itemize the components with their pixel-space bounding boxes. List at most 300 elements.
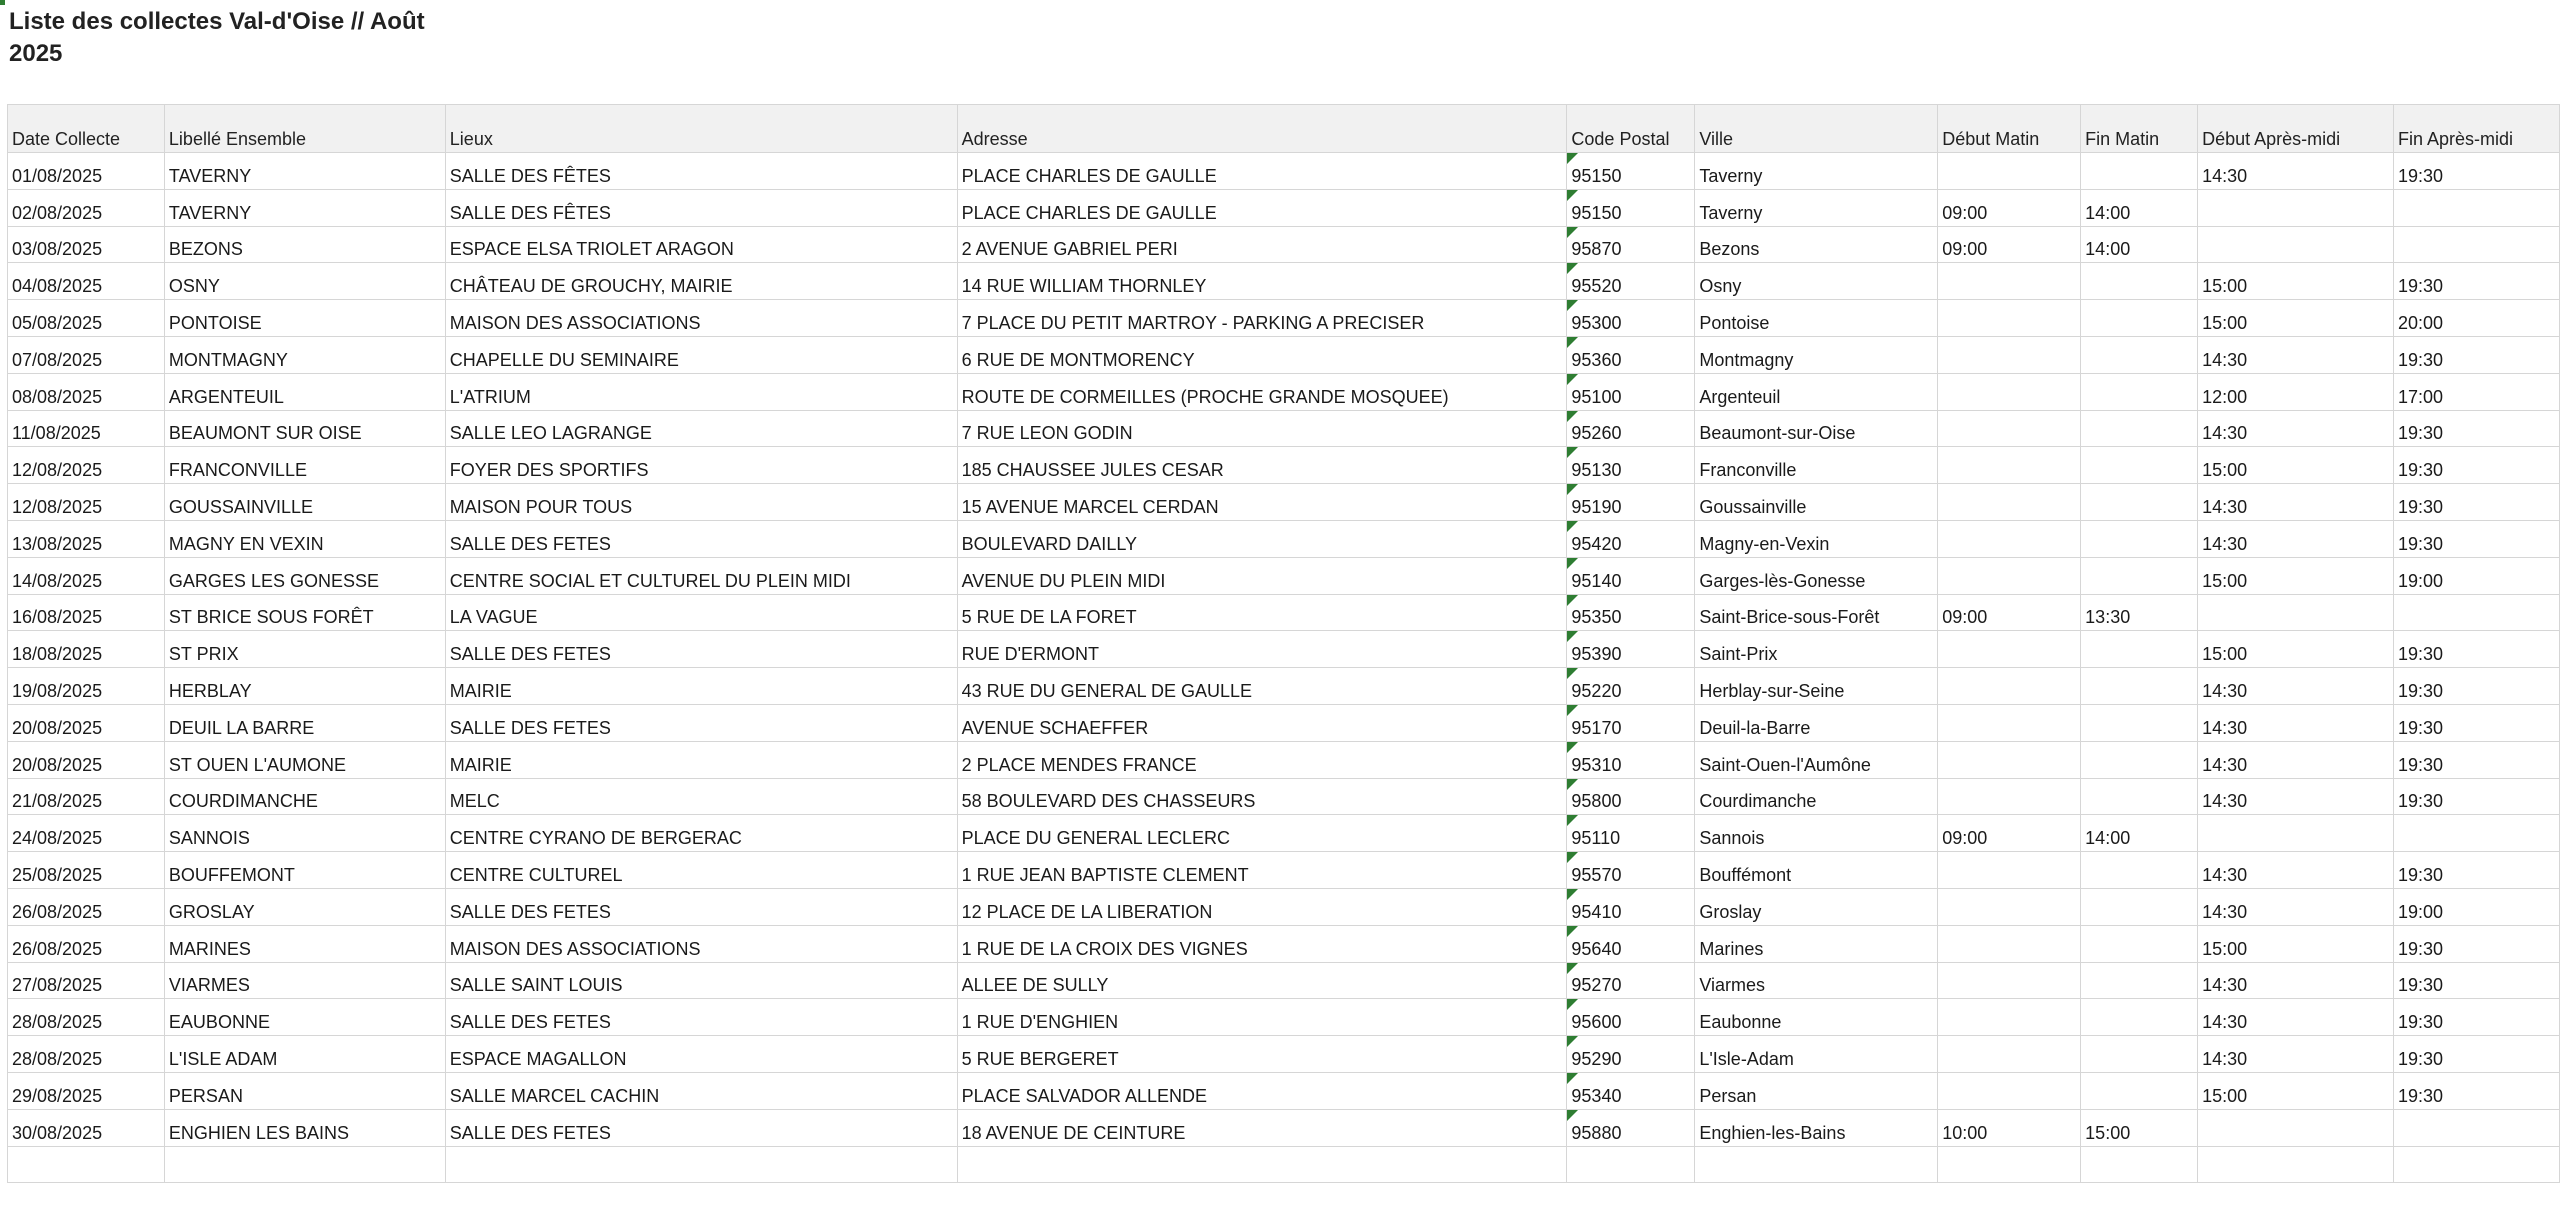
empty-cell[interactable]: [1567, 1146, 1695, 1182]
table-cell[interactable]: 95520: [1567, 263, 1695, 300]
column-header[interactable]: Fin Après-midi: [2394, 105, 2560, 153]
table-cell[interactable]: [1938, 520, 2081, 557]
empty-cell[interactable]: [1695, 1146, 1938, 1182]
table-cell[interactable]: 14:30: [2198, 999, 2394, 1036]
table-cell[interactable]: SALLE DES FETES: [445, 999, 957, 1036]
table-row: [8, 1036, 2560, 1073]
table-cell[interactable]: 15:00: [2198, 631, 2394, 668]
table-cell[interactable]: 02/08/2025: [8, 189, 165, 226]
table-cell[interactable]: Bouffémont: [1695, 852, 1938, 889]
table-cell[interactable]: 15:00: [2081, 1109, 2198, 1146]
table-cell[interactable]: 24/08/2025: [8, 815, 165, 852]
table-cell[interactable]: MAISON DES ASSOCIATIONS: [445, 300, 957, 337]
table-cell[interactable]: 21/08/2025: [8, 778, 165, 815]
table-cell[interactable]: [1938, 999, 2081, 1036]
table-cell[interactable]: 95170: [1567, 704, 1695, 741]
table-cell[interactable]: TAVERNY: [164, 153, 445, 190]
table-cell[interactable]: [2198, 189, 2394, 226]
table-cell[interactable]: 13:30: [2081, 594, 2198, 631]
table-cell[interactable]: 14:30: [2198, 704, 2394, 741]
table-cell[interactable]: [2394, 594, 2560, 631]
table-row: [8, 741, 2560, 778]
table-cell[interactable]: 43 RUE DU GENERAL DE GAULLE: [957, 668, 1567, 705]
table-cell[interactable]: 19:00: [2394, 557, 2560, 594]
table-cell[interactable]: 25/08/2025: [8, 852, 165, 889]
table-cell[interactable]: 19/08/2025: [8, 668, 165, 705]
table-cell[interactable]: 09:00: [1938, 815, 2081, 852]
table-cell[interactable]: 95390: [1567, 631, 1695, 668]
table-cell[interactable]: Sannois: [1695, 815, 1938, 852]
table-cell[interactable]: 01/08/2025: [8, 153, 165, 190]
table-cell[interactable]: VIARMES: [164, 962, 445, 999]
table-cell[interactable]: [1938, 557, 2081, 594]
table-cell[interactable]: GOUSSAINVILLE: [164, 484, 445, 521]
table-cell[interactable]: 14/08/2025: [8, 557, 165, 594]
table-cell[interactable]: [2081, 1036, 2198, 1073]
table-cell[interactable]: Taverny: [1695, 189, 1938, 226]
table-cell[interactable]: ESPACE MAGALLON: [445, 1036, 957, 1073]
table-cell[interactable]: 19:30: [2394, 631, 2560, 668]
table-cell[interactable]: 95880: [1567, 1109, 1695, 1146]
table-cell[interactable]: 15:00: [2198, 925, 2394, 962]
table-cell[interactable]: 12 PLACE DE LA LIBERATION: [957, 888, 1567, 925]
table-cell[interactable]: 19:30: [2394, 410, 2560, 447]
table-cell[interactable]: BOUFFEMONT: [164, 852, 445, 889]
table-cell[interactable]: ALLEE DE SULLY: [957, 962, 1567, 999]
table-cell[interactable]: 15:00: [2198, 1072, 2394, 1109]
table-cell[interactable]: MONTMAGNY: [164, 336, 445, 373]
table-cell[interactable]: 26/08/2025: [8, 925, 165, 962]
empty-cell[interactable]: [2394, 1146, 2560, 1182]
table-cell[interactable]: [1938, 704, 2081, 741]
table-cell[interactable]: 95150: [1567, 153, 1695, 190]
table-cell[interactable]: 27/08/2025: [8, 962, 165, 999]
table-cell[interactable]: PONTOISE: [164, 300, 445, 337]
table-cell[interactable]: [1938, 925, 2081, 962]
table-cell[interactable]: [1938, 447, 2081, 484]
table-cell[interactable]: 14:30: [2198, 484, 2394, 521]
table-cell[interactable]: [2081, 263, 2198, 300]
table-cell[interactable]: [1938, 153, 2081, 190]
table-cell[interactable]: [2081, 962, 2198, 999]
table-cell[interactable]: 20/08/2025: [8, 741, 165, 778]
table-cell[interactable]: AVENUE DU PLEIN MIDI: [957, 557, 1567, 594]
table-row: [8, 925, 2560, 962]
table-cell[interactable]: [2081, 336, 2198, 373]
table-cell[interactable]: SALLE DES FETES: [445, 631, 957, 668]
table-cell[interactable]: 03/08/2025: [8, 226, 165, 263]
table-cell[interactable]: SALLE MARCEL CACHIN: [445, 1072, 957, 1109]
table-cell[interactable]: 19:30: [2394, 704, 2560, 741]
table-cell[interactable]: OSNY: [164, 263, 445, 300]
table-cell[interactable]: Groslay: [1695, 888, 1938, 925]
table-cell[interactable]: [2198, 594, 2394, 631]
table-cell[interactable]: 15 AVENUE MARCEL CERDAN: [957, 484, 1567, 521]
table-row: [8, 484, 2560, 521]
table-cell[interactable]: 17:00: [2394, 373, 2560, 410]
table-cell[interactable]: 28/08/2025: [8, 999, 165, 1036]
table-cell[interactable]: 19:30: [2394, 1036, 2560, 1073]
table-cell[interactable]: Goussainville: [1695, 484, 1938, 521]
table-cell[interactable]: 28/08/2025: [8, 1036, 165, 1073]
table-cell[interactable]: 6 RUE DE MONTMORENCY: [957, 336, 1567, 373]
table-cell[interactable]: SALLE LEO LAGRANGE: [445, 410, 957, 447]
column-header[interactable]: Libellé Ensemble: [164, 105, 445, 153]
table-cell[interactable]: [2198, 1109, 2394, 1146]
table-cell[interactable]: Magny-en-Vexin: [1695, 520, 1938, 557]
table-cell[interactable]: 14:30: [2198, 741, 2394, 778]
table-cell[interactable]: RUE D'ERMONT: [957, 631, 1567, 668]
table-cell[interactable]: Eaubonne: [1695, 999, 1938, 1036]
table-cell[interactable]: [2394, 815, 2560, 852]
table-cell[interactable]: 2 PLACE MENDES FRANCE: [957, 741, 1567, 778]
table-cell[interactable]: Saint-Brice-sous-Forêt: [1695, 594, 1938, 631]
table-cell[interactable]: 19:30: [2394, 999, 2560, 1036]
table-cell[interactable]: 19:30: [2394, 962, 2560, 999]
table-cell[interactable]: 2 AVENUE GABRIEL PERI: [957, 226, 1567, 263]
table-cell[interactable]: [2394, 1109, 2560, 1146]
table-cell[interactable]: 04/08/2025: [8, 263, 165, 300]
table-cell[interactable]: [1938, 1072, 2081, 1109]
table-cell[interactable]: [2081, 484, 2198, 521]
table-cell[interactable]: 16/08/2025: [8, 594, 165, 631]
table-cell[interactable]: [2081, 704, 2198, 741]
table-cell[interactable]: Deuil-la-Barre: [1695, 704, 1938, 741]
table-cell[interactable]: ST PRIX: [164, 631, 445, 668]
table-cell[interactable]: 11/08/2025: [8, 410, 165, 447]
table-cell[interactable]: 14:30: [2198, 778, 2394, 815]
table-cell[interactable]: [1938, 741, 2081, 778]
table-cell[interactable]: Persan: [1695, 1072, 1938, 1109]
column-header[interactable]: Date Collecte: [8, 105, 165, 153]
table-cell[interactable]: TAVERNY: [164, 189, 445, 226]
table-cell[interactable]: 09:00: [1938, 226, 2081, 263]
table-cell[interactable]: [1938, 668, 2081, 705]
table-row: [8, 373, 2560, 410]
table-cell[interactable]: 14:30: [2198, 410, 2394, 447]
table-cell[interactable]: 19:00: [2394, 888, 2560, 925]
table-cell[interactable]: COURDIMANCHE: [164, 778, 445, 815]
empty-cell[interactable]: [445, 1146, 957, 1182]
table-cell[interactable]: CENTRE CULTUREL: [445, 852, 957, 889]
empty-cell[interactable]: [2081, 1146, 2198, 1182]
table-cell[interactable]: Montmagny: [1695, 336, 1938, 373]
table-cell[interactable]: 29/08/2025: [8, 1072, 165, 1109]
table-cell[interactable]: 95600: [1567, 999, 1695, 1036]
table-cell[interactable]: ST OUEN L'AUMONE: [164, 741, 445, 778]
table-cell[interactable]: 95360: [1567, 336, 1695, 373]
empty-cell[interactable]: [2198, 1146, 2394, 1182]
table-cell[interactable]: 95190: [1567, 484, 1695, 521]
table-cell[interactable]: 30/08/2025: [8, 1109, 165, 1146]
table-cell[interactable]: 19:30: [2394, 484, 2560, 521]
table-cell[interactable]: 58 BOULEVARD DES CHASSEURS: [957, 778, 1567, 815]
table-cell[interactable]: 14:00: [2081, 815, 2198, 852]
table-cell[interactable]: AVENUE SCHAEFFER: [957, 704, 1567, 741]
table-cell[interactable]: 19:30: [2394, 925, 2560, 962]
table-cell[interactable]: ARGENTEUIL: [164, 373, 445, 410]
table-cell[interactable]: MAISON POUR TOUS: [445, 484, 957, 521]
table-cell[interactable]: 13/08/2025: [8, 520, 165, 557]
column-header[interactable]: Début Après-midi: [2198, 105, 2394, 153]
table-row: [8, 1072, 2560, 1109]
table-cell[interactable]: 19:30: [2394, 447, 2560, 484]
table-cell[interactable]: Pontoise: [1695, 300, 1938, 337]
table-cell[interactable]: Bezons: [1695, 226, 1938, 263]
table-cell[interactable]: 19:30: [2394, 520, 2560, 557]
table-cell[interactable]: Marines: [1695, 925, 1938, 962]
table-cell[interactable]: FRANCONVILLE: [164, 447, 445, 484]
table-cell[interactable]: [1938, 373, 2081, 410]
table-cell[interactable]: HERBLAY: [164, 668, 445, 705]
table-cell[interactable]: [2081, 557, 2198, 594]
table-row: [8, 1109, 2560, 1146]
column-header[interactable]: Fin Matin: [2081, 105, 2198, 153]
table-cell[interactable]: L'ISLE ADAM: [164, 1036, 445, 1073]
table-cell[interactable]: 95270: [1567, 962, 1695, 999]
table-cell[interactable]: 14:30: [2198, 153, 2394, 190]
table-cell[interactable]: Viarmes: [1695, 962, 1938, 999]
table-cell[interactable]: Saint-Prix: [1695, 631, 1938, 668]
table-cell[interactable]: 95870: [1567, 226, 1695, 263]
table-cell[interactable]: MARINES: [164, 925, 445, 962]
table-cell[interactable]: Courdimanche: [1695, 778, 1938, 815]
table-cell[interactable]: 26/08/2025: [8, 888, 165, 925]
table-cell[interactable]: MELC: [445, 778, 957, 815]
table-cell[interactable]: Argenteuil: [1695, 373, 1938, 410]
empty-cell[interactable]: [957, 1146, 1567, 1182]
table-cell[interactable]: SALLE DES FÊTES: [445, 153, 957, 190]
table-cell[interactable]: [2081, 410, 2198, 447]
table-cell[interactable]: 20:00: [2394, 300, 2560, 337]
table-cell[interactable]: 185 CHAUSSEE JULES CESAR: [957, 447, 1567, 484]
table-cell[interactable]: Saint-Ouen-l'Aumône: [1695, 741, 1938, 778]
table-cell[interactable]: 19:30: [2394, 153, 2560, 190]
table-cell[interactable]: CHÂTEAU DE GROUCHY, MAIRIE: [445, 263, 957, 300]
empty-cell[interactable]: [164, 1146, 445, 1182]
table-cell[interactable]: 10:00: [1938, 1109, 2081, 1146]
table-cell[interactable]: [1938, 484, 2081, 521]
table-row: [8, 300, 2560, 337]
table-cell[interactable]: 95100: [1567, 373, 1695, 410]
table-cell[interactable]: Herblay-sur-Seine: [1695, 668, 1938, 705]
empty-cell[interactable]: [1938, 1146, 2081, 1182]
table-cell[interactable]: [1938, 410, 2081, 447]
table-cell[interactable]: [2081, 447, 2198, 484]
table-cell[interactable]: Taverny: [1695, 153, 1938, 190]
table-cell[interactable]: 95640: [1567, 925, 1695, 962]
table-row: [8, 447, 2560, 484]
table-cell[interactable]: Franconville: [1695, 447, 1938, 484]
table-cell[interactable]: 95290: [1567, 1036, 1695, 1073]
table-cell[interactable]: 14:30: [2198, 852, 2394, 889]
table-cell[interactable]: 95150: [1567, 189, 1695, 226]
table-cell[interactable]: 14:30: [2198, 1036, 2394, 1073]
table-cell[interactable]: FOYER DES SPORTIFS: [445, 447, 957, 484]
table-cell[interactable]: [1938, 852, 2081, 889]
table-cell[interactable]: SALLE DES FÊTES: [445, 189, 957, 226]
table-cell[interactable]: 09:00: [1938, 594, 2081, 631]
table-cell[interactable]: CENTRE SOCIAL ET CULTUREL DU PLEIN MIDI: [445, 557, 957, 594]
table-cell[interactable]: SALLE DES FETES: [445, 520, 957, 557]
table-cell[interactable]: 15:00: [2198, 557, 2394, 594]
table-cell[interactable]: 95140: [1567, 557, 1695, 594]
table-cell[interactable]: [2198, 226, 2394, 263]
table-cell[interactable]: 19:30: [2394, 336, 2560, 373]
table-cell[interactable]: 12/08/2025: [8, 484, 165, 521]
table-cell[interactable]: PERSAN: [164, 1072, 445, 1109]
table-cell[interactable]: SANNOIS: [164, 815, 445, 852]
table-cell[interactable]: ENGHIEN LES BAINS: [164, 1109, 445, 1146]
table-cell[interactable]: 18 AVENUE DE CEINTURE: [957, 1109, 1567, 1146]
table-cell[interactable]: 7 PLACE DU PETIT MARTROY - PARKING A PRECISER: [957, 300, 1567, 337]
table-cell[interactable]: [2394, 226, 2560, 263]
table-cell[interactable]: 08/08/2025: [8, 373, 165, 410]
table-cell[interactable]: PLACE DU GENERAL LECLERC: [957, 815, 1567, 852]
table-cell[interactable]: 19:30: [2394, 778, 2560, 815]
table-cell[interactable]: [2081, 852, 2198, 889]
table-cell[interactable]: 19:30: [2394, 668, 2560, 705]
table-cell[interactable]: 95130: [1567, 447, 1695, 484]
table-cell[interactable]: 95260: [1567, 410, 1695, 447]
table-cell[interactable]: [2081, 778, 2198, 815]
table-cell[interactable]: [1938, 888, 2081, 925]
table-cell[interactable]: Beaumont-sur-Oise: [1695, 410, 1938, 447]
table-cell[interactable]: [2081, 999, 2198, 1036]
table-cell[interactable]: 1 RUE D'ENGHIEN: [957, 999, 1567, 1036]
table-cell[interactable]: [1938, 631, 2081, 668]
table-cell[interactable]: 7 RUE LEON GODIN: [957, 410, 1567, 447]
table-cell[interactable]: [2081, 373, 2198, 410]
table-cell[interactable]: 5 RUE BERGERET: [957, 1036, 1567, 1073]
table-cell[interactable]: [2081, 888, 2198, 925]
table-cell[interactable]: [1938, 336, 2081, 373]
table-cell[interactable]: L'ATRIUM: [445, 373, 957, 410]
table-cell[interactable]: 95410: [1567, 888, 1695, 925]
table-cell[interactable]: [2081, 153, 2198, 190]
table-cell[interactable]: SALLE DES FETES: [445, 704, 957, 741]
table-cell[interactable]: CHAPELLE DU SEMINAIRE: [445, 336, 957, 373]
table-cell[interactable]: MAIRIE: [445, 741, 957, 778]
table-cell[interactable]: SALLE SAINT LOUIS: [445, 962, 957, 999]
empty-cell[interactable]: [8, 1146, 165, 1182]
table-cell[interactable]: [2198, 815, 2394, 852]
table-cell[interactable]: CENTRE CYRANO DE BERGERAC: [445, 815, 957, 852]
table-cell[interactable]: [2081, 925, 2198, 962]
table-cell[interactable]: Enghien-les-Bains: [1695, 1109, 1938, 1146]
table-cell[interactable]: Osny: [1695, 263, 1938, 300]
table-cell[interactable]: 19:30: [2394, 263, 2560, 300]
table-cell[interactable]: 19:30: [2394, 1072, 2560, 1109]
table-cell[interactable]: [1938, 300, 2081, 337]
table-cell[interactable]: 12:00: [2198, 373, 2394, 410]
table-cell[interactable]: SALLE DES FETES: [445, 888, 957, 925]
table-cell[interactable]: DEUIL LA BARRE: [164, 704, 445, 741]
table-cell[interactable]: 14:00: [2081, 226, 2198, 263]
table-cell[interactable]: PLACE CHARLES DE GAULLE: [957, 189, 1567, 226]
table-cell[interactable]: 05/08/2025: [8, 300, 165, 337]
table-cell[interactable]: 14 RUE WILLIAM THORNLEY: [957, 263, 1567, 300]
table-cell[interactable]: [2394, 189, 2560, 226]
table-cell[interactable]: [2081, 741, 2198, 778]
table-cell[interactable]: MAIRIE: [445, 668, 957, 705]
table-cell[interactable]: BEAUMONT SUR OISE: [164, 410, 445, 447]
table-cell[interactable]: Garges-lès-Gonesse: [1695, 557, 1938, 594]
table-cell[interactable]: 15:00: [2198, 447, 2394, 484]
table-cell[interactable]: 5 RUE DE LA FORET: [957, 594, 1567, 631]
table-cell[interactable]: 1 RUE JEAN BAPTISTE CLEMENT: [957, 852, 1567, 889]
table-cell[interactable]: 14:30: [2198, 888, 2394, 925]
table-cell[interactable]: EAUBONNE: [164, 999, 445, 1036]
table-cell[interactable]: [2081, 300, 2198, 337]
table-cell[interactable]: GROSLAY: [164, 888, 445, 925]
table-cell[interactable]: 15:00: [2198, 263, 2394, 300]
table-cell[interactable]: 95800: [1567, 778, 1695, 815]
column-header[interactable]: Code Postal: [1567, 105, 1695, 153]
table-cell[interactable]: 14:30: [2198, 520, 2394, 557]
table-cell[interactable]: 95300: [1567, 300, 1695, 337]
table-cell[interactable]: 95110: [1567, 815, 1695, 852]
table-cell[interactable]: 95420: [1567, 520, 1695, 557]
table-cell[interactable]: 14:30: [2198, 962, 2394, 999]
table-cell[interactable]: 20/08/2025: [8, 704, 165, 741]
table-cell[interactable]: [2081, 668, 2198, 705]
table-cell[interactable]: [1938, 778, 2081, 815]
column-header[interactable]: Ville: [1695, 105, 1938, 153]
table-cell[interactable]: PLACE CHARLES DE GAULLE: [957, 153, 1567, 190]
table-cell[interactable]: 19:30: [2394, 741, 2560, 778]
table-cell[interactable]: SALLE DES FETES: [445, 1109, 957, 1146]
column-header[interactable]: Lieux: [445, 105, 957, 153]
table-cell[interactable]: BOULEVARD DAILLY: [957, 520, 1567, 557]
table-cell[interactable]: 09:00: [1938, 189, 2081, 226]
column-header[interactable]: Début Matin: [1938, 105, 2081, 153]
table-cell[interactable]: [1938, 962, 2081, 999]
table-cell[interactable]: 1 RUE DE LA CROIX DES VIGNES: [957, 925, 1567, 962]
table-cell[interactable]: ROUTE DE CORMEILLES (PROCHE GRANDE MOSQUEE): [957, 373, 1567, 410]
table-row: [8, 778, 2560, 815]
table-cell[interactable]: MAGNY EN VEXIN: [164, 520, 445, 557]
table-cell[interactable]: L'Isle-Adam: [1695, 1036, 1938, 1073]
table-cell[interactable]: 14:30: [2198, 336, 2394, 373]
table-cell[interactable]: [2081, 631, 2198, 668]
table-cell[interactable]: 07/08/2025: [8, 336, 165, 373]
table-cell[interactable]: 15:00: [2198, 300, 2394, 337]
table-cell[interactable]: 12/08/2025: [8, 447, 165, 484]
table-cell[interactable]: MAISON DES ASSOCIATIONS: [445, 925, 957, 962]
table-cell[interactable]: 95570: [1567, 852, 1695, 889]
table-cell[interactable]: BEZONS: [164, 226, 445, 263]
table-cell[interactable]: 14:00: [2081, 189, 2198, 226]
table-cell[interactable]: 19:30: [2394, 852, 2560, 889]
table-cell[interactable]: [2081, 1072, 2198, 1109]
table-cell[interactable]: PLACE SALVADOR ALLENDE: [957, 1072, 1567, 1109]
table-cell[interactable]: 95220: [1567, 668, 1695, 705]
table-cell[interactable]: [1938, 263, 2081, 300]
table-cell[interactable]: [1938, 1036, 2081, 1073]
table-cell[interactable]: 14:30: [2198, 668, 2394, 705]
table-cell[interactable]: 95310: [1567, 741, 1695, 778]
table-cell[interactable]: 95340: [1567, 1072, 1695, 1109]
table-cell[interactable]: [2081, 520, 2198, 557]
table-cell[interactable]: 18/08/2025: [8, 631, 165, 668]
table-cell[interactable]: ESPACE ELSA TRIOLET ARAGON: [445, 226, 957, 263]
table-cell[interactable]: GARGES LES GONESSE: [164, 557, 445, 594]
table-cell[interactable]: ST BRICE SOUS FORÊT: [164, 594, 445, 631]
table-cell[interactable]: LA VAGUE: [445, 594, 957, 631]
table-cell[interactable]: 95350: [1567, 594, 1695, 631]
column-header[interactable]: Adresse: [957, 105, 1567, 153]
